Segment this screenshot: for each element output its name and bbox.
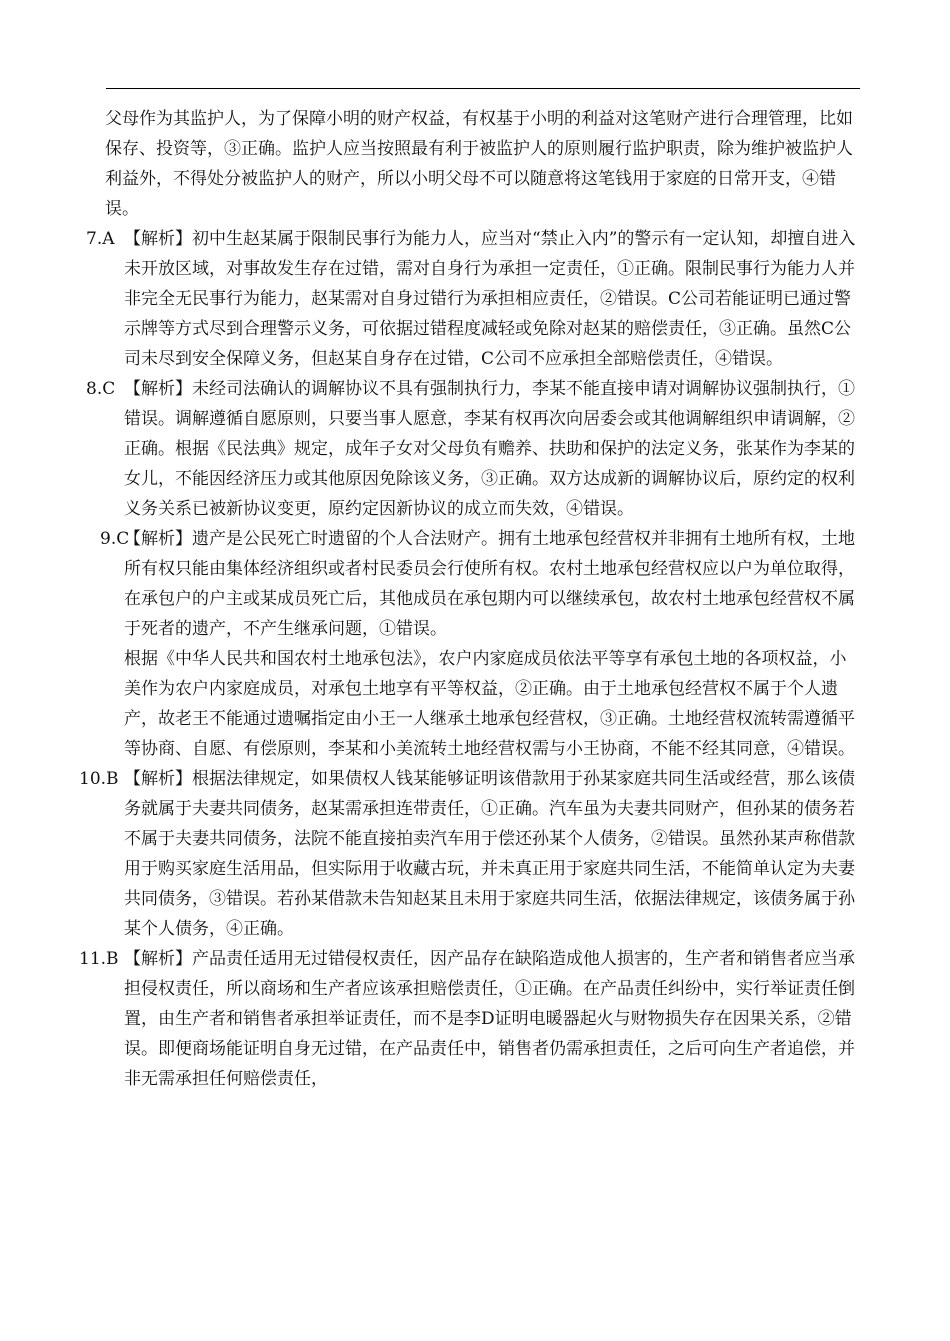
answer-number: 10.B (79, 769, 119, 789)
answer-text-continued: 根据《中华人民共和国农村土地承包法》，农户内家庭成员依法平等享有承包土地的各项权益，小美作为农户内家庭成员，对承包土地享有平等权益，②正确。由于土地承包经营权不属于个人遗产，故老王不能通过遗嘱指定由小王一人继承土地承包经营权，③正确。土地经营权流转需遵循平等协商、自愿、有偿原则，李某和小美流转土地经营权需与小王协商，不能不经其同意，④错误。 (124, 649, 855, 759)
answer-text: 【解析】产品责任适用无过错侵权责任，因产品存在缺陷造成他人损害的，生产者和销售者应当承担侵权责任，所以商场和生产者应该承担赔偿责任，①正确。在产品责任纠纷中，实行举证责任倒置，由生产者和销售者承担举证责任，而不是李D证明电暖器起火与财物损失存在因果关系，②错误。即便商场能证明自身无过错，在产品责任中，销售者仍需承担责任，之后可向生产者追偿，并非无需承担任何赔偿责任， (124, 949, 855, 1089)
answer-text: 【解析】根据法律规定，如果债权人钱某能够证明该借款用于孙某家庭共同生活或经营，那么该债务就属于夫妻共同债务，赵某需承担连带责任，①正确。汽车虽为夫妻共同财产，但孙某的债务若不属于夫妻共同债务，法院不能直接拍卖汽车用于偿还孙某个人债务，②错误。虽然孙某声称借款用于购买家庭生活用品，但实际用于收藏古玩，并未真正用于家庭共同生活，不能简单认定为夫妻共同债务，③错误。若孙某借款未告知赵某且未用于家庭共同生活，依据法律规定，该债务属于孙某个人债务，④正确。 (124, 769, 855, 939)
answer-number: 9.C (100, 529, 130, 549)
intro-paragraph: 父母作为其监护人，为了保障小明的财产权益，有权基于小明的利益对这笔财产进行合理管理，比如保存、投资等，③正确。监护人应当按照最有利于被监护人的原则履行监护职责，除为维护被监护人利益外，不得处分被监护人的财产，所以小明父母不可以随意将这笔钱用于家庭的日常开支，④错误。 (105, 109, 853, 219)
answer-number: 8.C (86, 379, 116, 399)
answer-item-11 (79, 944, 861, 1094)
answer-item-8 (86, 374, 861, 524)
answer-item-10 (79, 764, 861, 944)
answer-text: 【解析】未经司法确认的调解协议不具有强制执行力，李某不能直接申请对调解协议强制执行，①错误。调解遵循自愿原则，只要当事人愿意，李某有权再次向居委会或其他调解组织申请调解，②正确。根据《民法典》规定，成年子女对父母负有赡养、扶助和保护的法定义务，张某作为李某的女儿，不能因经济压力或其他原因免除该义务，③正确。双方达成新的调解协议后，原约定的权利义务关系已被新协议变更，原约定因新协议的成立而失效，④错误。 (124, 379, 855, 519)
answer-text: 【解析】初中生赵某属于限制民事行为能力人，应当对“禁止入内”的警示有一定认知，却擅自进入未开放区域，对事故发生存在过错，需对自身行为承担一定责任，①正确。限制民事行为能力人并非完全无民事行为能力，赵某需对自身过错行为承担相应责任，②错误。C公司若能证明已通过警示牌等方式尽到合理警示义务，可依据过错程度减轻或免除对赵某的赔偿责任，③正确。虽然C公司未尽到安全保障义务，但赵某自身存在过错，C公司不应承担全部赔偿责任，④错误。 (124, 229, 856, 369)
header-rule (106, 88, 860, 89)
answer-number: 7.A (86, 229, 115, 249)
document-body (79, 104, 861, 1094)
answer-text: 【解析】遗产是公民死亡时遗留的个人合法财产。拥有土地承包经营权并非拥有土地所有权，土地所有权只能由集体经济组织或者村民委员会行使所有权。农村土地承包经营权应以户为单位取得，在承包户的户主或某成员死亡后，其他成员在承包期内可以继续承包，故农村土地承包经营权不属于死者的遗产，不产生继承问题，①错误。 (124, 529, 855, 639)
answer-number: 11.B (79, 949, 119, 969)
answer-item-9 (100, 524, 861, 764)
answer-item-7 (86, 224, 861, 374)
